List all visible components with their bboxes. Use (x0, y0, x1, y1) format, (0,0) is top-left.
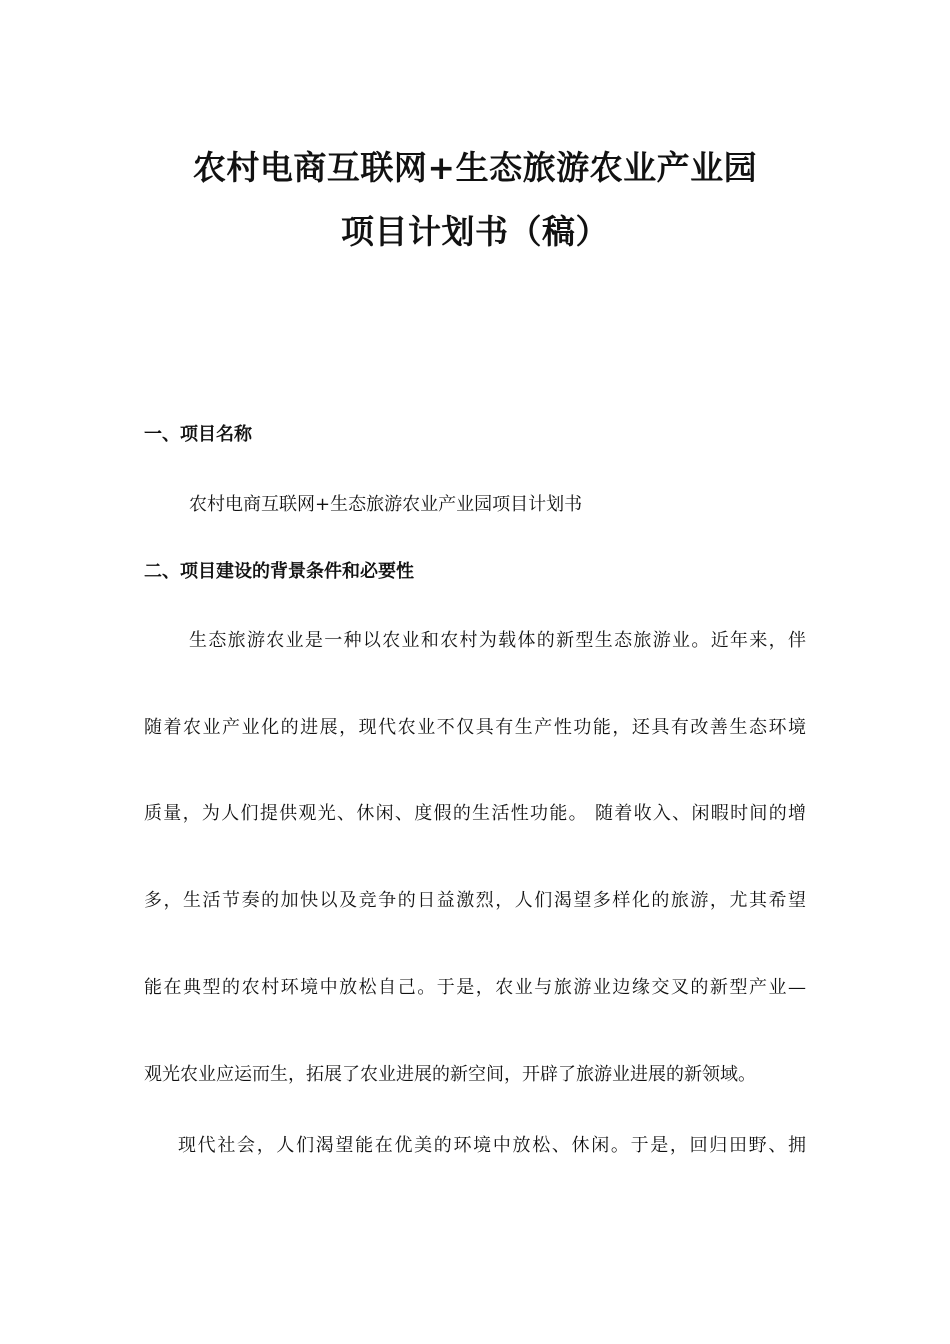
section-1-body: 农村电商互联网+生态旅游农业产业园项目计划书 (189, 494, 583, 515)
paragraph-line: 观光农业应运而生，拓展了农业进展的新空间，开辟了旅游业进展的新领域。 (144, 1064, 756, 1085)
paragraph-line: 能在典型的农村环境中放松自己。于是，农业与旅游业边缘交叉的新型产业— (144, 977, 806, 998)
paragraph-line: 多，生活节奏的加快以及竞争的日益激烈，人们渴望多样化的旅游，尤其希望 (144, 890, 806, 911)
section-2-heading: 二、项目建设的背景条件和必要性 (144, 561, 414, 582)
paragraph-line: 生态旅游农业是一种以农业和农村为载体的新型生态旅游业。近年来，伴 (189, 630, 806, 651)
paragraph-line: 随着农业产业化的进展，现代农业不仅具有生产性功能，还具有改善生态环境 (144, 717, 806, 738)
paragraph-line: 质量，为人们提供观光、休闲、度假的生活性功能。 随着收入、闲暇时间的增 (144, 803, 806, 824)
document-title-line-2: 项目计划书（稿） (341, 212, 609, 251)
paragraph-line: 现代社会，人们渴望能在优美的环境中放松、休闲。于是，回归田野、拥 (178, 1135, 806, 1156)
document-title-line-1: 农村电商互联网+生态旅游农业产业园 (192, 148, 758, 187)
section-1-heading: 一、项目名称 (144, 424, 252, 445)
